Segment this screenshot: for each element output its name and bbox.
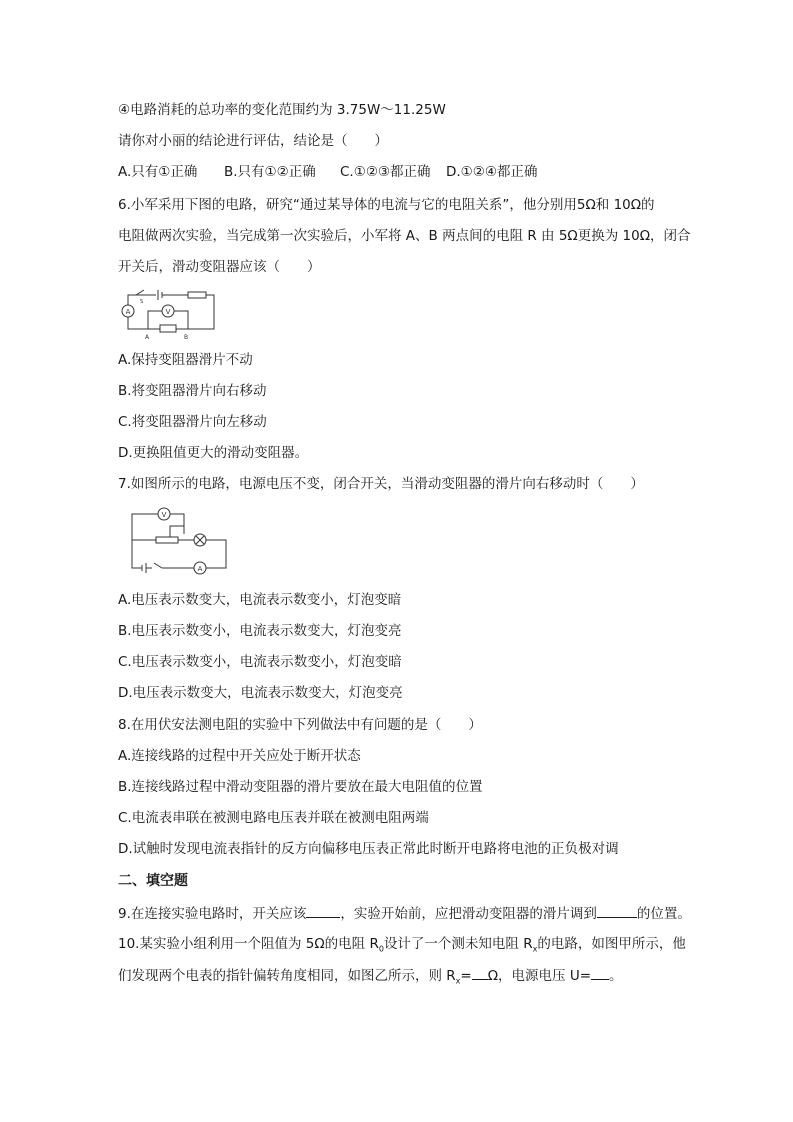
q9-blank-1: [306, 903, 340, 918]
q6-switch-icon: [136, 290, 144, 295]
section-heading-fill-in: 二、填空题: [118, 873, 188, 889]
q5-prompt: 请你对小丽的结论进行评估，结论是（ ）: [118, 133, 388, 149]
q10-text-f: Ω，电源电压 U=: [487, 968, 592, 984]
q10-blank-rx: [472, 965, 488, 980]
q6-stem-line2: 电阻做两次实验，当完成第一次实验后，小军将 A、B 两点间的电阻 R 由 5Ω更换为 10Ω，闭合: [118, 228, 691, 244]
q6-voltmeter-label: V: [165, 308, 171, 316]
q10-line1: [118, 934, 686, 960]
q6-circuit-diagram: [118, 285, 218, 341]
q7-circuit-diagram: [118, 502, 233, 578]
q7-option-b: B.电压表示数变小，电流表示数变大，灯泡变亮: [118, 623, 402, 639]
q9-text-a: 9.在连接实验电路时，开关应该: [118, 906, 307, 922]
q5-option-a: A.只有①正确: [118, 164, 198, 180]
q9-blank-2: [597, 903, 637, 918]
q7-rheostat-icon: [156, 537, 178, 543]
q5-options: [118, 162, 538, 182]
q6-point-a-label: A: [145, 334, 150, 341]
q10-text-g: 。: [609, 968, 623, 984]
q7-slider-icon: [170, 526, 184, 537]
q6-option-d: D.更换阻值更大的滑动变阻器。: [118, 445, 309, 461]
q7-wire-left: [132, 540, 142, 568]
q6-ammeter-label: A: [125, 308, 131, 316]
q7-voltmeter-label: V: [161, 511, 167, 519]
q6-stem-line3: 开关后，滑动变阻器应该（ ）: [118, 259, 321, 275]
q7-switch-icon: [154, 563, 162, 568]
q7-option-c: C.电压表示数变小，电流表示数变小，灯泡变暗: [118, 654, 402, 670]
q10-text-a: 10.某实验小组利用一个阻值为 5Ω的电阻 R: [118, 936, 379, 952]
q6-stem-line1: 6.小军采用下图的电路，研究“通过某导体的电流与它的电阻关系”，他分别用5Ω和 10Ω的: [118, 197, 655, 213]
q6-point-b-label: B: [184, 334, 189, 341]
q7-stem: 7.如图所示的电路，电源电压不变，闭合开关，当滑动变阻器的滑片向右移动时（ ）: [118, 476, 644, 492]
q8-stem: 8.在用伏安法测电阻的实验中下列做法中有问题的是（ ）: [118, 717, 482, 733]
q6-option-b: B.将变阻器滑片向右移动: [118, 383, 267, 399]
q10-text-e: =: [460, 968, 472, 984]
q7-option-a: A.电压表示数变大，电流表示数变小，灯泡变暗: [118, 592, 402, 608]
q9-line: [118, 903, 691, 924]
q10-sub-x-2: x: [455, 976, 461, 986]
q8-option-b: B.连接线路过程中滑动变阻器的滑片要放在最大电阻值的位置: [118, 779, 483, 795]
q6-resistor-icon: [160, 325, 176, 332]
q10-text-d: 们发现两个电表的指针偏转角度相同，如图乙所示，则 R: [118, 968, 456, 984]
q6-rheostat-icon: [188, 292, 206, 298]
q8-option-c: C.电流表串联在被测电路电压表并联在被测电阻两端: [118, 810, 429, 826]
q7-wire-voltmeter-right: [170, 514, 184, 534]
q7-ammeter-label: A: [197, 565, 203, 573]
q8-option-a: A.连接线路的过程中开关应处于断开状态: [118, 748, 361, 764]
q6-option-c: C.将变阻器滑片向左移动: [118, 414, 267, 430]
q5-option-c: C.①②③都正确: [340, 164, 431, 180]
q5-item4: ④电路消耗的总功率的变化范围约为 3.75W～11.25W: [118, 102, 446, 118]
q9-text-c: 的位置。: [636, 906, 691, 922]
q9-text-b: ，实验开始前，应把滑动变阻器的滑片调到: [340, 906, 597, 922]
q6-option-a: A.保持变阻器滑片不动: [118, 352, 253, 368]
q10-sub-x: x: [532, 944, 538, 954]
q7-wire-right: [206, 540, 226, 568]
q7-option-d: D.电压表示数变大，电流表示数变大，灯泡变亮: [118, 685, 403, 701]
q10-line2: [118, 965, 623, 992]
q5-option-b: B.只有①②正确: [224, 164, 316, 180]
q7-wire-voltmeter-left: [132, 514, 158, 546]
q5-option-d: D.①②④都正确: [446, 164, 538, 180]
q7-wire-rheostat-left: [132, 534, 156, 540]
q10-text-b: 设计了一个测未知电阻 R: [383, 936, 533, 952]
q10-text-c: 的电路，如图甲所示，他: [537, 936, 686, 952]
q10-blank-u: [591, 965, 609, 980]
q8-option-d: D.试触时发现电流表指针的反方向偏移电压表正常此时断开电路将电池的正负极对调: [118, 841, 619, 857]
q6-switch-label: S: [140, 299, 144, 305]
q10-sub-0: 0: [378, 944, 384, 954]
